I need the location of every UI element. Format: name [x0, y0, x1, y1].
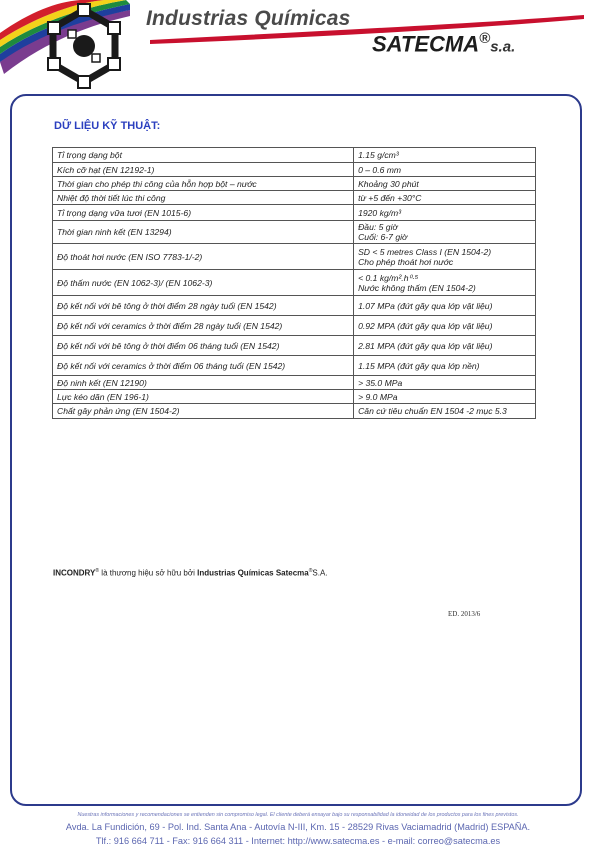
spec-label: Độ thoát hơi nước (EN ISO 7783-1/-2) — [53, 244, 354, 270]
spec-label: Độ kết nối với ceramics ở thời điểm 06 tháng tuổi (EN 1542) — [53, 356, 354, 376]
brand-suffix: s.a. — [490, 38, 516, 56]
footer-contact: Tlf.: 916 664 711 - Fax: 916 664 311 - Internet: http://www.satecma.es - e-mail: correo@satecma.es — [95, 836, 501, 846]
spec-label: Nhiệt độ thời tiết lúc thi công — [53, 191, 354, 205]
spec-value — [354, 177, 536, 191]
spec-label: Thời gian ninh kết (EN 13294) — [53, 221, 354, 244]
spec-label: Độ kết nối với bê tông ở thời điểm 28 ngày tuổi (EN 1542) — [53, 296, 354, 316]
spec-value — [354, 296, 536, 316]
spec-value-line: Khoảng 30 phút — [358, 178, 419, 189]
table-row — [53, 205, 536, 221]
spec-label: Thời gian cho phép thi công của hỗn hợp bột – nước — [53, 177, 354, 191]
company-name: Industrias Químicas Satecma — [197, 568, 309, 578]
spec-value-line: 1.15 g/cm³ — [358, 150, 399, 160]
section-title: DỮ LIỆU KỸ THUẬT: — [54, 120, 161, 132]
spec-label: Chất gây phản ứng (EN 1504-2) — [53, 404, 354, 419]
trademark-note: INCONDRY® là thương hiệu sở hữu bởi Industrias Químicas Satecma®S.A. — [53, 568, 328, 578]
table-row — [53, 221, 536, 244]
spec-value — [354, 336, 536, 356]
spec-value-line: > 9.0 MPa — [358, 391, 398, 402]
page-header — [0, 0, 596, 92]
spec-label: Tỉ trọng dạng bột — [53, 148, 354, 163]
spec-value — [354, 270, 536, 296]
spec-value — [354, 376, 536, 390]
spec-value-line: 0.92 MPA (đứt gãy qua lớp vật liệu) — [358, 320, 493, 331]
spec-label: Lực kéo dãn (EN 196-1) — [53, 390, 354, 404]
spec-label: Tỉ trọng dạng vữa tươi (EN 1015-6) — [53, 205, 354, 221]
spec-label: Kích cỡ hạt (EN 12192-1) — [53, 163, 354, 177]
spec-value — [354, 316, 536, 336]
spec-value-line: Đầu: 5 giờ — [358, 222, 398, 232]
spec-value-line: 1.07 MPa (đứt gãy qua lớp vật liệu) — [358, 300, 493, 311]
table-row — [53, 177, 536, 191]
table-row — [53, 404, 536, 419]
spec-value-line: Nước không thấm (EN 1504-2) — [358, 282, 476, 293]
table-row — [53, 390, 536, 404]
brand-name-line2: SATECMA®s.a. — [372, 30, 516, 57]
spec-value — [354, 191, 536, 205]
spec-value — [354, 221, 536, 244]
footer-address: Avda. La Fundición, 69 - Pol. Ind. Santa Ana - Autovía N-III, Km. 15 - 28529 Rivas Vaciamadrid (Madrid) ESPAÑA. — [65, 822, 531, 832]
brand-satecma: SATECMA — [372, 31, 480, 57]
spec-value-line: Cho phép thoát hơi nước — [358, 256, 454, 267]
technical-data-table — [52, 147, 536, 419]
table-row — [53, 270, 536, 296]
footer-disclaimer: Nuestras informaciones y recomendaciones se entienden sin compromiso legal. El cliente deberá ensayar bajo su responsabilidad la idoneidad de los productos para los fines previstos. — [77, 812, 519, 818]
spec-label: Độ kết nối với bê tông ở thời điểm 06 tháng tuổi (EN 1542) — [53, 336, 354, 356]
table-row — [53, 163, 536, 177]
spec-value-line: từ +5 đến +30°C — [358, 192, 422, 203]
spec-value — [354, 244, 536, 270]
spec-value-line: Cuối: 6-7 giờ — [358, 232, 408, 242]
table-row — [53, 296, 536, 316]
spec-value-line: SD < 5 metres Class I (EN 1504-2) — [358, 246, 492, 257]
brand-name-line1: Industrias Químicas — [146, 7, 351, 30]
spec-label: Độ thấm nước (EN 1062-3)/ (EN 1062-3) — [53, 270, 354, 296]
spec-value-line: 2.81 MPA (đứt gãy qua lớp vật liệu) — [358, 340, 493, 351]
spec-value-line: 1920 kg/m³ — [358, 207, 402, 218]
spec-value-line: 0 – 0.6 mm — [358, 164, 402, 175]
spec-value — [354, 205, 536, 221]
table-row — [53, 191, 536, 205]
spec-value — [354, 390, 536, 404]
spec-label: Độ kết nối với ceramics ở thời điểm 28 ngày tuổi (EN 1542) — [53, 316, 354, 336]
table-row — [53, 316, 536, 336]
table-row — [53, 244, 536, 270]
spec-value-line: Căn cứ tiêu chuẩn EN 1504 -2 mục 5.3 — [358, 406, 507, 416]
table-row — [53, 336, 536, 356]
spec-value-line: 1.15 MPA (đứt gãy qua lớp nền) — [358, 360, 480, 371]
spec-value — [354, 163, 536, 177]
spec-value-line: > 35.0 MPa — [358, 377, 403, 388]
spec-label: Độ ninh kết (EN 12190) — [53, 376, 354, 390]
spec-value — [354, 356, 536, 376]
spec-value-line: < 0.1 kg/m².h⁰·⁵ — [358, 272, 419, 283]
table-row — [53, 148, 536, 163]
spec-value — [354, 404, 536, 419]
table-row — [53, 356, 536, 376]
spec-value — [354, 148, 536, 163]
table-row — [53, 376, 536, 390]
edition-label: ED. 2013/6 — [448, 610, 481, 618]
product-name: INCONDRY — [53, 568, 96, 578]
